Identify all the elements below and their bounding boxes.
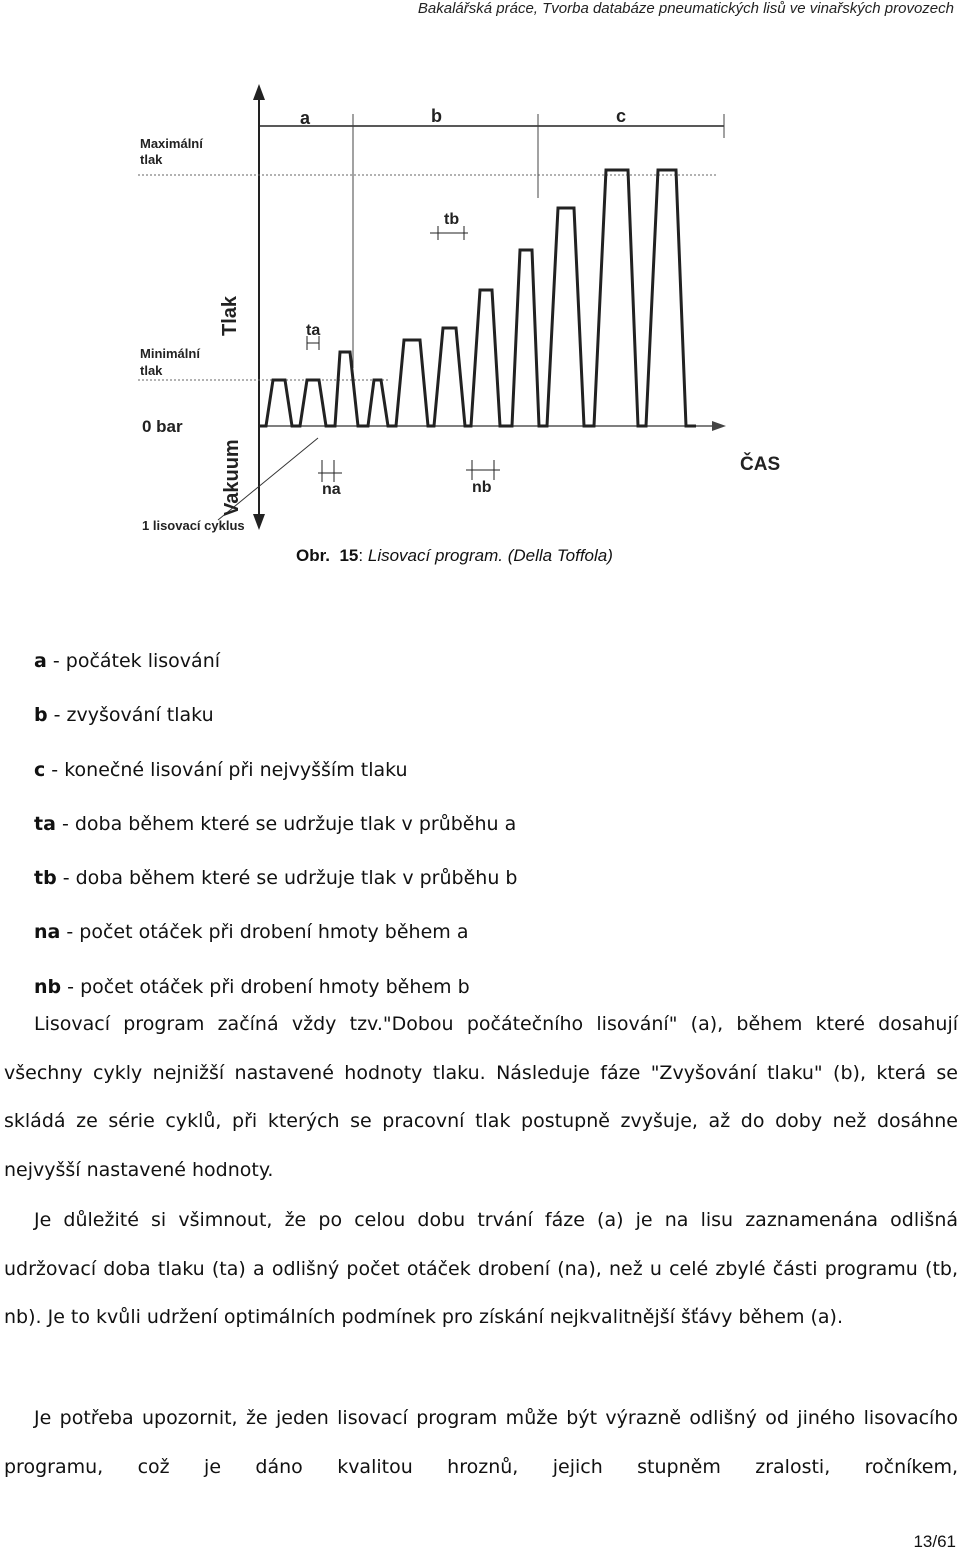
caption-number: 15: [339, 546, 359, 565]
caption-prefix: Obr.: [296, 546, 331, 565]
label-nb: nb: [472, 479, 492, 496]
label-b: b: [431, 106, 442, 126]
label-c: c: [616, 106, 627, 126]
label-tb: tb: [444, 211, 460, 228]
label-tlak: Tlak: [219, 295, 241, 336]
label-na: na: [322, 481, 341, 498]
label-ta: ta: [306, 322, 321, 339]
axis-arrow-up: [253, 84, 265, 100]
label-min-1: Minimální: [140, 346, 200, 361]
figure-caption: [296, 546, 613, 566]
legend-item: b - zvyšování tlaku: [34, 704, 214, 727]
legend-item: na - počet otáček při drobení hmoty během a: [34, 921, 469, 944]
label-cycle: 1 lisovací cyklus: [142, 518, 245, 533]
label-vakuum: Vakuum: [221, 439, 243, 516]
caption-colon: :: [358, 546, 364, 565]
paragraph-3: Je potřeba upozornit, že jeden lisovací program může být výrazně odlišný od jiného lisovacího programu, což je dáno kvalitou hroznů, jejich stupněm zralosti, ročníkem,: [4, 1407, 958, 1478]
legend-item: c - konečné lisování při nejvyšším tlaku: [34, 758, 408, 781]
running-header: Bakalářská práce, Tvorba databáze pneumatických lisů ve vinařských provozech: [417, 0, 954, 17]
label-min-2: tlak: [140, 363, 163, 378]
label-a: a: [300, 108, 311, 128]
legend-list: [34, 634, 517, 1014]
label-max-1: Maximální: [140, 136, 203, 151]
legend-item: a - počátek lisování: [34, 650, 221, 672]
label-cas: ČAS: [740, 454, 781, 475]
legend-item: tb - doba během které se udržuje tlak v průběhu b: [34, 867, 518, 890]
caption-text: Lisovací program. (Della Toffola): [367, 546, 613, 565]
axis-arrow-down: [253, 514, 265, 530]
legend-item: nb - počet otáček při drobení hmoty během b: [34, 975, 470, 998]
diagram-svg: [128, 78, 808, 546]
paragraph-2: Je důležité si všimnout, že po celou dobu trvání fáze (a) je na lisu zaznamenána odlišná udržovací doba tlaku (ta) a odlišný počet otáček drobení (na), než u celé zbylé části programu (tb, nb). Je to kvůli udržení optimálních podmínek pro získání nejkvalitnější šťávy během (a).: [4, 1209, 958, 1328]
legend-item: ta - doba během které se udržuje tlak v průběhu a: [34, 812, 517, 835]
pressure-waveform: [259, 170, 696, 426]
label-max-2: tlak: [140, 152, 163, 167]
pressing-program-diagram: [128, 78, 808, 546]
page-number: 13/61: [913, 1532, 956, 1551]
paragraph-1: Lisovací program začíná vždy tzv."Dobou počátečního lisování" (a), během které dosahují všechny cykly nejnižší nastavené hodnoty tlaku. Následuje fáze "Zvyšování tlaku" (b), která se skládá ze série cyklů, při kterých se pracovní tlak postupně zvyšuje, až do doby než dosáhne nejvyšší nastavené hodnoty.: [4, 1013, 958, 1181]
label-zero-bar: 0 bar: [142, 417, 183, 436]
time-axis-arrow: [712, 421, 726, 431]
